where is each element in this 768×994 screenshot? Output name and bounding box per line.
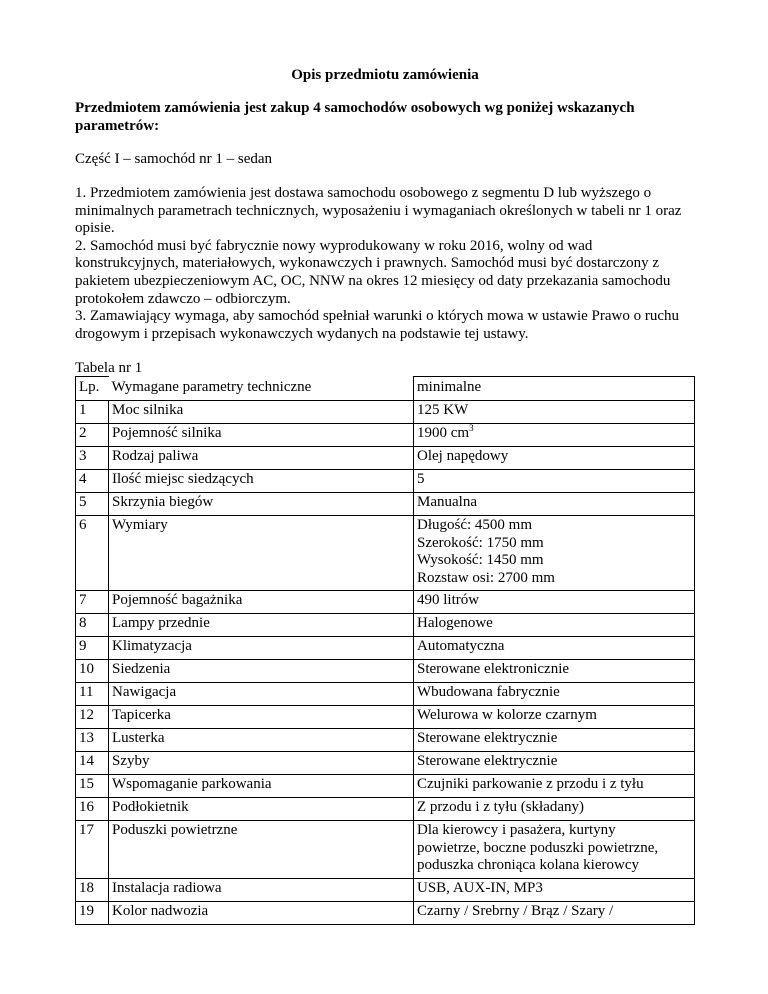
row-value	[414, 447, 695, 470]
row-number: 16	[76, 798, 109, 821]
row-number: 18	[76, 878, 109, 901]
row-value	[414, 516, 695, 591]
row-value-line: powietrze, boczne poduszki powietrzne,	[417, 839, 659, 856]
row-parameter: Ilość miejsc siedzących	[109, 470, 414, 493]
row-parameter: Skrzynia biegów	[109, 493, 414, 516]
row-number: 9	[76, 637, 109, 660]
table-row	[76, 901, 695, 924]
row-parameter: Nawigacja	[109, 683, 414, 706]
row-value-text: Wbudowana fabrycznie	[417, 684, 560, 700]
row-value	[414, 706, 695, 729]
row-parameter: Wspomaganie parkowania	[109, 775, 414, 798]
paragraph-3: 3. Zamawiający wymaga, aby samochód spełniał warunki o których mowa w ustawie Prawo o ruchu drogowym i przepisach wykonawczych wydanych na podstawie tej ustawy.	[75, 308, 679, 342]
table-row	[76, 821, 695, 879]
row-number: 15	[76, 775, 109, 798]
row-value-text: Welurowa w kolorze czarnym	[417, 707, 597, 723]
paragraph-2: 2. Samochód musi być fabrycznie nowy wyprodukowany w roku 2016, wolny od wad konstrukcyjnych, materiałowych, wykonawczych i prawnych. Samochód musi być dostarczony z pakietem ubezpieczeniowym AC, OC, NNW na okres 12 miesięcy od daty przekazania samochodu protokołem zdawczo – odbiorczym.	[75, 237, 671, 307]
table-row	[76, 447, 695, 470]
row-value-text: Z przodu i z tyłu (składany)	[417, 799, 585, 815]
row-value	[414, 591, 695, 614]
row-value	[414, 470, 695, 493]
row-value-text: Manualna	[417, 494, 477, 510]
row-number: 2	[76, 424, 109, 447]
row-parameter: Pojemność silnika	[109, 424, 414, 447]
row-parameter: Lusterka	[109, 729, 414, 752]
row-value-text: Sterowane elektrycznie	[417, 753, 558, 769]
row-value	[414, 729, 695, 752]
table-row	[76, 706, 695, 729]
row-value-text: Sterowane elektrycznie	[417, 730, 558, 746]
header-value: minimalne	[414, 377, 695, 401]
row-value-text: USB, AUX-IN, MP3	[417, 879, 543, 896]
row-value	[414, 424, 695, 447]
row-value-text: 5	[417, 471, 425, 487]
row-value-text: Czujniki parkowanie z przodu i z tyłu	[417, 776, 644, 792]
row-parameter: Rodzaj paliwa	[109, 447, 414, 470]
row-value-line: Długość: 4500 mm	[417, 517, 532, 533]
table-row	[76, 729, 695, 752]
row-number: 6	[76, 516, 109, 591]
row-number: 11	[76, 683, 109, 706]
row-value-text: 490 litrów	[417, 592, 480, 608]
row-number: 4	[76, 470, 109, 493]
table-row	[76, 798, 695, 821]
row-value	[414, 901, 695, 924]
row-value-line: Rozstaw osi: 2700 mm	[417, 569, 555, 586]
row-parameter: Pojemność bagażnika	[109, 591, 414, 614]
table-row	[76, 775, 695, 798]
row-value	[414, 493, 695, 516]
row-number: 7	[76, 591, 109, 614]
paragraph-1: 1. Przedmiotem zamówienia jest dostawa samochodu osobowego z segmentu D lub wyższego o minimalnych parametrach technicznych, wyposażeniu i wymaganiach określonych w tabeli nr 1 oraz opisie.	[75, 185, 682, 237]
row-number: 14	[76, 752, 109, 775]
table-row	[76, 878, 695, 901]
part-heading: Część I – samochód nr 1 – sedan	[75, 151, 273, 167]
row-parameter: Kolor nadwozia	[109, 901, 414, 924]
row-value	[414, 775, 695, 798]
row-parameter: Klimatyzacja	[109, 637, 414, 660]
lead-statement: Przedmiotem zamówienia jest zakup 4 samochodów osobowych wg poniżej wskazanych parametrów:	[75, 100, 635, 134]
row-value	[414, 614, 695, 637]
table-header-row	[76, 377, 695, 401]
row-value-text: Czarny / Srebrny / Brąz / Szary /	[417, 902, 614, 919]
document-title: Opis przedmiotu zamówienia	[291, 67, 479, 83]
row-value-superscript: 3	[469, 423, 474, 433]
row-number: 1	[76, 401, 109, 424]
row-value-text: Olej napędowy	[417, 448, 509, 464]
row-value	[414, 752, 695, 775]
row-parameter: Poduszki powietrzne	[109, 821, 414, 879]
row-number: 12	[76, 706, 109, 729]
table-row	[76, 470, 695, 493]
row-value-line: Dla kierowcy i pasażera, kurtyny	[417, 822, 616, 838]
row-value	[414, 821, 695, 879]
table-row	[76, 424, 695, 447]
row-value	[414, 660, 695, 683]
row-number: 8	[76, 614, 109, 637]
row-value	[414, 401, 695, 424]
row-value-line: Szerokość: 1750 mm	[417, 534, 544, 551]
table-row	[76, 660, 695, 683]
table-row	[76, 516, 695, 591]
row-value	[414, 683, 695, 706]
table-caption: Tabela nr 1	[75, 360, 143, 376]
row-parameter: Moc silnika	[109, 401, 414, 424]
row-parameter: Podłokietnik	[109, 798, 414, 821]
table-row	[76, 493, 695, 516]
row-value	[414, 798, 695, 821]
row-number: 3	[76, 447, 109, 470]
row-value-text: Halogenowe	[417, 615, 493, 631]
row-number: 13	[76, 729, 109, 752]
table-row	[76, 591, 695, 614]
row-parameter: Siedzenia	[109, 660, 414, 683]
row-value-text: Automatyczna	[417, 638, 505, 654]
header-lp: Lp.	[76, 377, 109, 401]
parameters-table	[75, 376, 695, 925]
row-parameter: Szyby	[109, 752, 414, 775]
table-row	[76, 614, 695, 637]
row-parameter: Tapicerka	[109, 706, 414, 729]
row-parameter: Wymiary	[109, 516, 414, 591]
table-row	[76, 683, 695, 706]
row-value-text: 125 KW	[417, 402, 469, 418]
row-number: 5	[76, 493, 109, 516]
row-number: 19	[76, 901, 109, 924]
row-value-text: Sterowane elektronicznie	[417, 661, 570, 677]
row-parameter: Instalacja radiowa	[109, 878, 414, 901]
row-value-line: poduszka chroniąca kolana kierowcy	[417, 857, 639, 873]
table-row	[76, 752, 695, 775]
description-paragraphs	[75, 185, 695, 343]
row-parameter: Lampy przednie	[109, 614, 414, 637]
row-value-line: Wysokość: 1450 mm	[417, 552, 544, 568]
table-row	[76, 401, 695, 424]
row-value	[414, 637, 695, 660]
row-number: 10	[76, 660, 109, 683]
table-row	[76, 637, 695, 660]
row-value-text: 1900 cm	[417, 425, 470, 441]
header-param: Wymagane parametry techniczne	[109, 377, 414, 401]
row-number: 17	[76, 821, 109, 879]
row-value	[414, 878, 695, 901]
